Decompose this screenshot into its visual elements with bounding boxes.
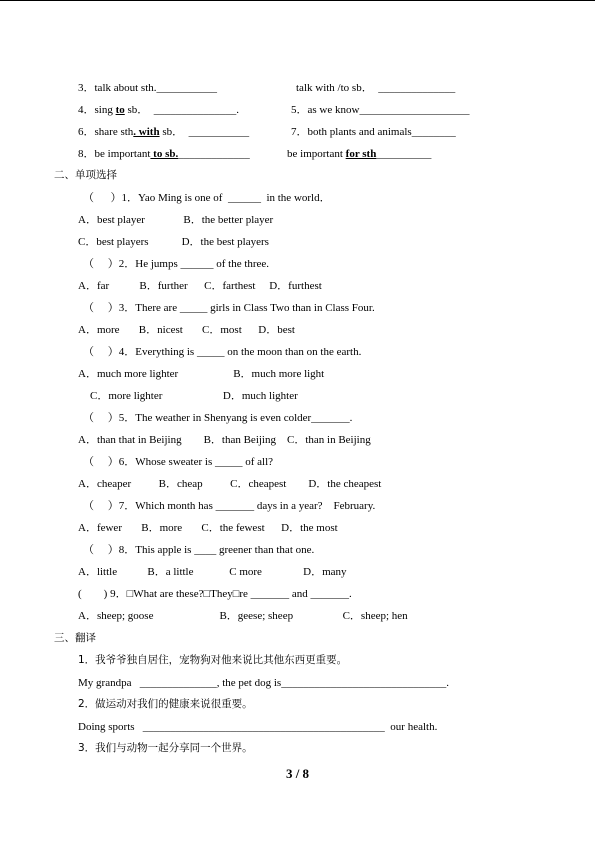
question-4-options-cd: C．more lighter D．much lighter [90,390,298,402]
vocab-3b: talk with /to sb． ______________ [296,82,456,94]
translation-3-chinese: 3．我们与动物一起分享同一个世界。 [78,742,253,754]
question-1: （ ）1．Yao Ming is one of ______ in the world． [83,192,331,204]
question-3: （ ）3．There are _____ girls in Class Two than in Class Four. [83,302,375,314]
question-5: （ ）5．The weather in Shenyang is even colder_______. [83,412,353,424]
question-9-options: A．sheep; goose B．geese; sheep C．sheep; hen [78,610,408,622]
vocab-8b: be important for sth__________ [287,148,432,160]
question-8-options: A．little B．a little C more D．many [78,566,347,578]
question-1-options-cd: C．best players D．the best players [78,236,269,248]
question-4-options-ab: A．much more lighter B．much more light [78,368,325,380]
page-number: 3 / 8 [285,766,310,781]
question-1-options-ab: A．best player B．the better player [78,214,274,226]
question-7-options: A．fewer B．more C．the fewest D．the most [78,522,338,534]
vocab-7: 7．both plants and animals________ [291,126,456,138]
question-7: （ ）7．Which month has _______ days in a year? February. [83,500,376,512]
translation-2-english: Doing sports ____________________________________________ our health. [78,721,438,733]
question-3-options: A．more B．nicest C．most D．best [78,324,295,336]
vocab-5: 5．as we know____________________ [291,104,470,116]
question-6-options: A．cheaper B．cheap C．cheapest D．the cheapest [78,478,382,490]
question-2-options: A．far B．further C．farthest D．furthest [78,280,322,292]
section-2-heading: 二、单项选择 [54,169,117,181]
vocab-3a: 3．talk about sth.___________ [78,82,218,94]
translation-1-english: My grandpa ______________, the pet dog is______________________________. [78,677,449,689]
translation-1-chinese: 1．我爷爷独自居住，宠物狗对他来说比其他东西更重要。 [78,654,348,666]
question-6: （ ）6．Whose sweater is _____ of all? [83,456,274,468]
vocab-8a: 8．be important to sb._____________ [78,148,250,160]
translation-2-chinese: 2．做运动对我们的健康来说很重要。 [78,698,253,710]
vocab-6a: 6．share sth. with sb． ___________ [78,126,250,138]
question-8: （ ）8．This apple is ____ greener than that one. [83,544,315,556]
top-rule [0,0,595,1]
question-2: （ ）2．He jumps ______ of the three. [83,258,270,270]
question-4: （ ）4．Everything is _____ on the moon than on the earth. [83,346,362,358]
question-9: ( ) 9．□What are these?□They□re _______ and _______. [78,588,352,600]
question-5-options: A．than that in Beijing B．than Beijing C．than in Beijing [78,434,371,446]
section-3-heading: 三、翻译 [54,632,96,644]
vocab-4a: 4．sing to sb． _______________. [78,104,240,116]
